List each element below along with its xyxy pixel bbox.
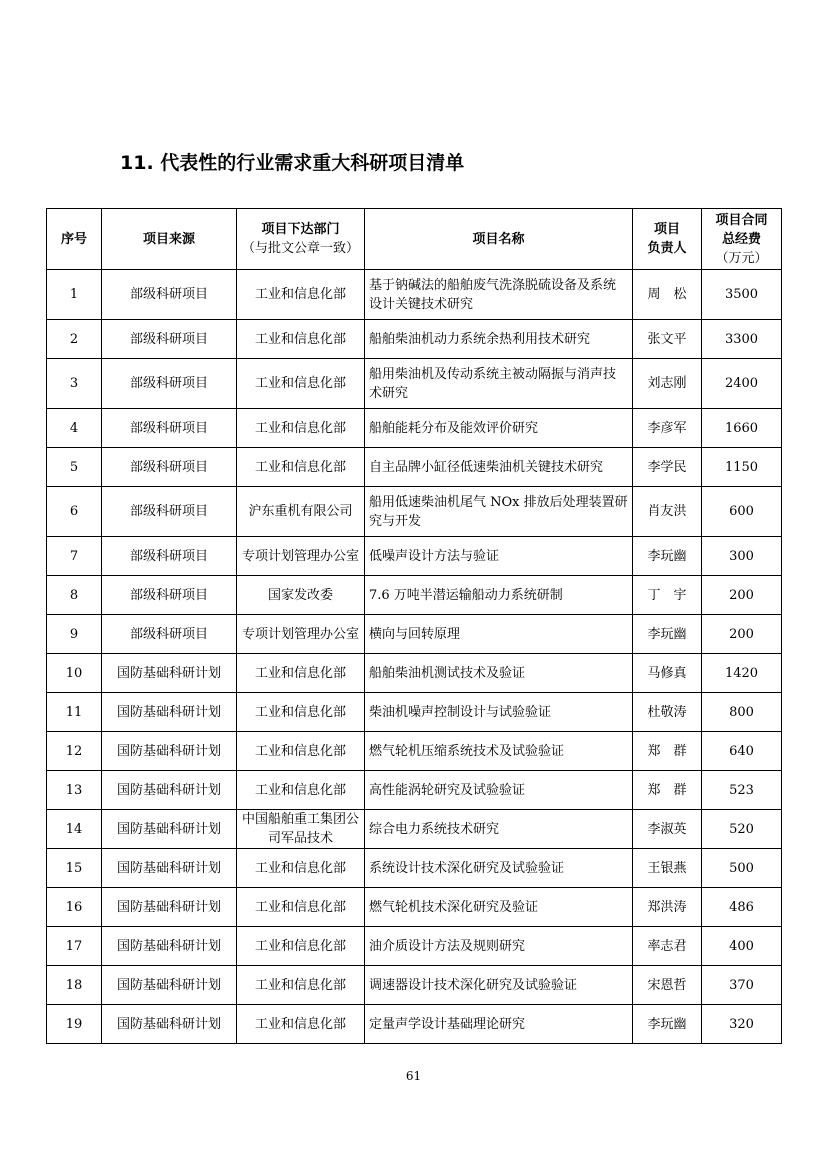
cell-funds [702, 810, 782, 849]
cell-funds-text: 520 [729, 821, 754, 837]
cell-name [365, 654, 633, 693]
cell-source-text: 部级科研项目 [129, 548, 208, 564]
cell-leader-text: 周 松 [647, 287, 687, 302]
cell-leader [633, 537, 702, 576]
cell-funds [702, 927, 782, 966]
cell-seq-text: 14 [65, 821, 83, 837]
cell-dept [237, 615, 365, 654]
cell-dept-text: 国家发改委 [267, 587, 333, 603]
cell-source-text: 部级科研项目 [129, 420, 208, 436]
page-number: 61 [405, 1069, 422, 1083]
table-row [47, 320, 782, 359]
cell-dept-text: 工业和信息化部 [254, 977, 346, 993]
cell-name [365, 270, 633, 320]
cell-name-text: 船舶柴油机测试技术及验证 [369, 665, 526, 681]
cell-dept [237, 320, 365, 359]
cell-leader-text: 张文平 [647, 331, 687, 347]
project-table [46, 208, 782, 1044]
cell-name-text: 船舶能耗分布及能效评价研究 [369, 420, 539, 436]
header-seq: 序号 [47, 209, 102, 270]
cell-seq-text: 12 [65, 743, 83, 759]
cell-leader-text: 王银燕 [647, 860, 687, 876]
header-leader-line2: 负责人 [647, 241, 687, 256]
cell-funds-text: 640 [729, 743, 754, 759]
cell-seq [47, 537, 102, 576]
cell-funds-text: 1150 [724, 459, 759, 475]
cell-name [365, 693, 633, 732]
cell-funds-text: 320 [729, 1016, 754, 1032]
header-funds-line2: 总经费 [721, 231, 761, 247]
cell-seq [47, 654, 102, 693]
cell-source [102, 927, 237, 966]
cell-leader [633, 849, 702, 888]
cell-seq [47, 966, 102, 1005]
cell-source [102, 320, 237, 359]
cell-leader-text: 率志君 [647, 938, 687, 954]
header-funds-line1: 项目合同 [715, 212, 768, 228]
cell-name-text: 调速器设计技术深化研究及试验验证 [369, 977, 578, 993]
cell-name-text: 综合电力系统技术研究 [369, 821, 500, 837]
header-funds-line3: （万元） [715, 250, 768, 266]
cell-leader-text: 丁 宇 [647, 587, 687, 603]
cell-leader [633, 448, 702, 487]
cell-funds [702, 771, 782, 810]
cell-source-text: 国防基础科研计划 [116, 899, 221, 915]
cell-name [365, 810, 633, 849]
cell-funds-text: 500 [729, 860, 754, 876]
table-header-row [47, 209, 782, 270]
cell-dept [237, 966, 365, 1005]
cell-funds [702, 693, 782, 732]
cell-dept-text: 工业和信息化部 [254, 459, 346, 475]
cell-leader [633, 810, 702, 849]
cell-seq [47, 693, 102, 732]
cell-leader [633, 888, 702, 927]
table-row [47, 693, 782, 732]
cell-dept [237, 654, 365, 693]
cell-seq-text: 19 [65, 1016, 83, 1032]
cell-leader [633, 693, 702, 732]
cell-seq-text: 10 [65, 665, 83, 681]
cell-funds [702, 654, 782, 693]
cell-funds-text: 2400 [724, 376, 759, 391]
cell-funds [702, 409, 782, 448]
cell-seq [47, 810, 102, 849]
cell-leader-text: 刘志刚 [647, 376, 687, 391]
cell-source [102, 693, 237, 732]
cell-name [365, 849, 633, 888]
cell-leader [633, 927, 702, 966]
cell-leader [633, 1005, 702, 1044]
cell-name [365, 771, 633, 810]
cell-name [365, 487, 633, 537]
cell-name-text: 定量声学设计基础理论研究 [369, 1016, 526, 1032]
cell-leader-text: 李彦军 [647, 420, 687, 436]
cell-name-text: 自主品牌小缸径低速柴油机关键技术研究 [369, 459, 604, 475]
cell-source [102, 537, 237, 576]
table-row [47, 448, 782, 487]
cell-dept [237, 409, 365, 448]
cell-seq [47, 487, 102, 537]
cell-source-text: 国防基础科研计划 [116, 743, 221, 759]
cell-seq-text: 1 [69, 287, 79, 302]
cell-funds [702, 1005, 782, 1044]
cell-dept-text: 工业和信息化部 [254, 938, 346, 954]
cell-source-text: 部级科研项目 [129, 376, 208, 391]
cell-funds-text: 3300 [724, 331, 759, 347]
cell-funds-text: 486 [729, 899, 754, 915]
cell-source-text: 国防基础科研计划 [116, 665, 221, 681]
cell-funds-text: 3500 [724, 287, 759, 302]
cell-dept-text: 工业和信息化部 [254, 704, 346, 720]
table-row [47, 1005, 782, 1044]
cell-dept [237, 270, 365, 320]
cell-source [102, 409, 237, 448]
table-row [47, 359, 782, 409]
cell-leader-text: 马修真 [647, 665, 687, 681]
cell-source-text: 国防基础科研计划 [116, 1016, 221, 1032]
cell-leader-text: 肖友洪 [647, 504, 687, 519]
cell-source [102, 654, 237, 693]
cell-source-text: 国防基础科研计划 [116, 860, 221, 876]
cell-seq-text: 5 [69, 459, 79, 475]
cell-seq-text: 18 [65, 977, 83, 993]
cell-seq-text: 6 [69, 504, 79, 519]
cell-leader-text: 李玩幽 [647, 548, 687, 564]
table-row [47, 487, 782, 537]
cell-leader [633, 320, 702, 359]
cell-name-text: 系统设计技术深化研究及试验验证 [369, 860, 565, 876]
cell-source-text: 国防基础科研计划 [116, 821, 221, 837]
cell-dept-text: 专项计划管理办公室 [241, 548, 359, 564]
cell-dept [237, 487, 365, 537]
cell-funds [702, 576, 782, 615]
header-dept [237, 209, 365, 270]
header-leader-line1: 项目 [653, 222, 680, 237]
cell-seq [47, 1005, 102, 1044]
cell-seq [47, 409, 102, 448]
cell-leader-text: 李玩幽 [647, 626, 687, 642]
table-row [47, 270, 782, 320]
cell-source [102, 1005, 237, 1044]
cell-funds [702, 487, 782, 537]
cell-leader-text: 李淑英 [647, 821, 687, 837]
cell-seq-text: 2 [69, 331, 79, 347]
cell-name [365, 359, 633, 409]
cell-seq-text: 15 [65, 860, 83, 876]
cell-seq-text: 16 [65, 899, 83, 915]
cell-dept [237, 537, 365, 576]
cell-name [365, 888, 633, 927]
cell-name-text: 基于钠碱法的船舶废气洗涤脱硫设备及系统设计关键技术研究 [369, 277, 617, 312]
cell-funds-text: 300 [729, 548, 754, 564]
page-title: 11. 代表性的行业需求重大科研项目清单 [120, 152, 465, 174]
cell-dept-text: 工业和信息化部 [254, 899, 346, 915]
cell-dept-text: 工业和信息化部 [254, 420, 346, 436]
cell-leader [633, 654, 702, 693]
cell-name-text: 高性能涡轮研究及试验验证 [369, 782, 526, 798]
cell-name-text: 燃气轮机压缩系统技术及试验验证 [369, 743, 565, 759]
cell-leader [633, 359, 702, 409]
cell-seq [47, 927, 102, 966]
table-row [47, 409, 782, 448]
cell-source-text: 国防基础科研计划 [116, 977, 221, 993]
cell-leader [633, 966, 702, 1005]
cell-source-text: 部级科研项目 [129, 287, 208, 302]
cell-dept-text: 工业和信息化部 [254, 743, 346, 759]
cell-dept [237, 448, 365, 487]
header-funds [702, 209, 782, 270]
cell-seq [47, 359, 102, 409]
cell-dept-text: 沪东重机有限公司 [248, 504, 353, 519]
cell-name [365, 927, 633, 966]
header-dept-main: 项目下达部门 [261, 222, 340, 237]
cell-funds [702, 359, 782, 409]
cell-source [102, 359, 237, 409]
cell-name-text: 7.6 万吨半潜运输船动力系统研制 [369, 587, 563, 603]
cell-funds [702, 270, 782, 320]
cell-leader-text: 李玩幽 [647, 1016, 687, 1032]
cell-seq-text: 17 [65, 938, 83, 954]
cell-funds [702, 849, 782, 888]
table-row [47, 810, 782, 849]
cell-name-text: 船舶柴油机动力系统余热利用技术研究 [369, 331, 591, 347]
cell-source [102, 270, 237, 320]
cell-name [365, 576, 633, 615]
cell-source-text: 部级科研项目 [129, 331, 208, 347]
cell-source [102, 487, 237, 537]
cell-dept [237, 771, 365, 810]
cell-name-text: 燃气轮机技术深化研究及验证 [369, 899, 539, 915]
cell-funds-text: 800 [729, 704, 754, 720]
cell-source [102, 576, 237, 615]
table-row [47, 771, 782, 810]
cell-seq [47, 448, 102, 487]
cell-funds-text: 200 [729, 626, 754, 642]
cell-dept-text: 工业和信息化部 [254, 376, 346, 391]
cell-source-text: 部级科研项目 [129, 587, 208, 603]
cell-name-text: 低噪声设计方法与验证 [369, 548, 500, 564]
cell-dept [237, 732, 365, 771]
cell-funds-text: 1420 [724, 665, 759, 681]
cell-leader [633, 732, 702, 771]
cell-funds-text: 200 [729, 587, 754, 603]
table-row [47, 654, 782, 693]
table-row [47, 537, 782, 576]
cell-funds-text: 1660 [724, 420, 759, 436]
cell-funds [702, 966, 782, 1005]
cell-seq [47, 732, 102, 771]
cell-dept [237, 576, 365, 615]
cell-dept-text: 工业和信息化部 [254, 860, 346, 876]
cell-source-text: 部级科研项目 [129, 459, 208, 475]
cell-leader [633, 409, 702, 448]
cell-name-text: 船用柴油机及传动系统主被动隔振与消声技术研究 [369, 366, 617, 401]
cell-seq-text: 4 [69, 420, 79, 436]
cell-name-text: 柴油机噪声控制设计与试验验证 [369, 704, 552, 720]
cell-seq-text: 3 [69, 376, 79, 391]
cell-funds [702, 537, 782, 576]
cell-source-text: 部级科研项目 [129, 626, 208, 642]
cell-leader [633, 487, 702, 537]
cell-name [365, 409, 633, 448]
cell-funds-text: 600 [729, 504, 754, 519]
cell-seq [47, 576, 102, 615]
cell-seq [47, 771, 102, 810]
cell-dept-text: 专项计划管理办公室 [241, 626, 359, 642]
table-row [47, 615, 782, 654]
cell-funds [702, 888, 782, 927]
table-row [47, 732, 782, 771]
cell-leader-text: 李学民 [647, 459, 687, 475]
cell-source [102, 615, 237, 654]
cell-dept-text: 工业和信息化部 [254, 1016, 346, 1032]
cell-dept [237, 927, 365, 966]
cell-seq-text: 8 [69, 587, 79, 603]
cell-seq-text: 11 [65, 704, 83, 720]
cell-seq [47, 849, 102, 888]
cell-leader-text: 郑 群 [647, 743, 687, 759]
cell-name [365, 448, 633, 487]
cell-name-text: 油介质设计方法及规则研究 [369, 938, 526, 954]
table-row [47, 849, 782, 888]
cell-leader-text: 郑洪涛 [647, 899, 687, 915]
cell-seq-text: 9 [69, 626, 79, 642]
cell-dept-text: 工业和信息化部 [254, 287, 346, 302]
cell-name [365, 966, 633, 1005]
cell-seq [47, 615, 102, 654]
cell-leader-text: 宋恩哲 [647, 977, 687, 993]
cell-source [102, 732, 237, 771]
cell-name-text: 横向与回转原理 [369, 626, 461, 642]
cell-dept [237, 693, 365, 732]
cell-source [102, 771, 237, 810]
table-row [47, 888, 782, 927]
cell-source-text: 国防基础科研计划 [116, 704, 221, 720]
table-row [47, 966, 782, 1005]
cell-funds [702, 320, 782, 359]
cell-source-text: 部级科研项目 [129, 504, 208, 519]
cell-funds-text: 370 [729, 977, 754, 993]
cell-name [365, 320, 633, 359]
cell-source [102, 966, 237, 1005]
cell-dept [237, 1005, 365, 1044]
cell-dept-text: 工业和信息化部 [254, 665, 346, 681]
cell-source [102, 448, 237, 487]
cell-dept-text: 中国船舶重工集团公司军品技术 [241, 812, 359, 846]
cell-source [102, 888, 237, 927]
cell-funds [702, 615, 782, 654]
cell-dept-text: 工业和信息化部 [254, 331, 346, 347]
cell-leader [633, 615, 702, 654]
cell-leader [633, 771, 702, 810]
cell-funds [702, 448, 782, 487]
table-row [47, 927, 782, 966]
cell-funds-text: 523 [729, 782, 754, 798]
cell-seq-text: 13 [65, 782, 83, 798]
cell-name-text: 船用低速柴油机尾气 NOx 排放后处理装置研究与开发 [369, 494, 628, 529]
cell-funds-text: 400 [729, 938, 754, 954]
cell-name [365, 1005, 633, 1044]
cell-seq [47, 320, 102, 359]
cell-funds [702, 732, 782, 771]
cell-leader [633, 576, 702, 615]
header-name: 项目名称 [365, 209, 633, 270]
cell-name [365, 732, 633, 771]
cell-seq [47, 270, 102, 320]
cell-source [102, 849, 237, 888]
table-row [47, 576, 782, 615]
cell-source [102, 810, 237, 849]
cell-dept [237, 359, 365, 409]
cell-dept [237, 849, 365, 888]
cell-dept [237, 810, 365, 849]
cell-dept-text: 工业和信息化部 [254, 782, 346, 798]
cell-leader [633, 270, 702, 320]
header-dept-sub: （与批文公章一致） [241, 241, 359, 256]
header-leader [633, 209, 702, 270]
cell-source-text: 国防基础科研计划 [116, 782, 221, 798]
cell-seq-text: 7 [69, 548, 79, 564]
cell-seq [47, 888, 102, 927]
header-source: 项目来源 [102, 209, 237, 270]
cell-leader-text: 郑 群 [647, 782, 687, 798]
cell-source-text: 国防基础科研计划 [116, 938, 221, 954]
cell-leader-text: 杜敬涛 [647, 704, 687, 720]
cell-name [365, 615, 633, 654]
cell-dept [237, 888, 365, 927]
cell-name [365, 537, 633, 576]
